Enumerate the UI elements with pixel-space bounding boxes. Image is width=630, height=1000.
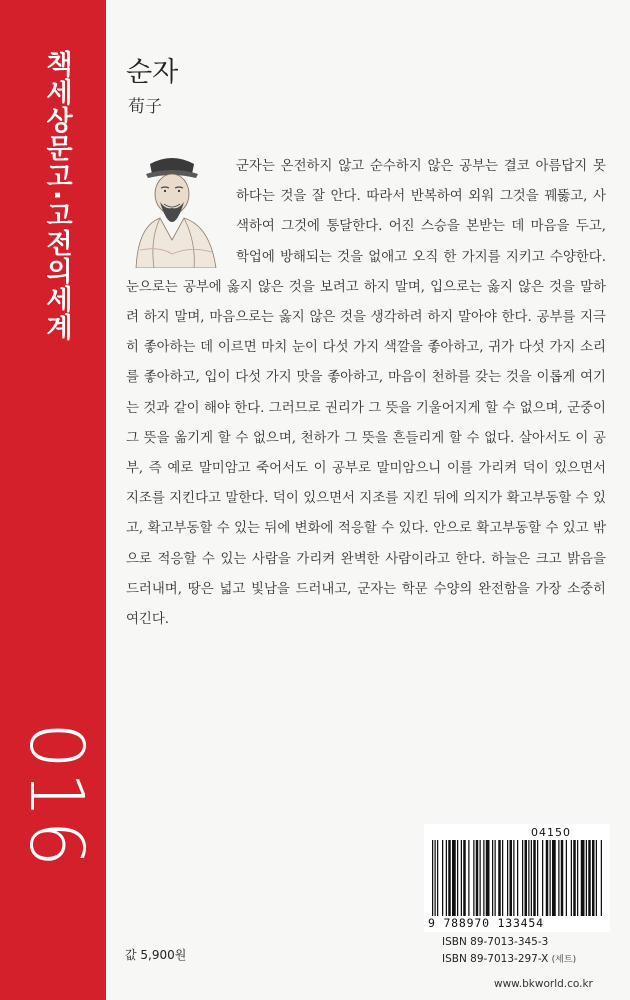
barcode-bar	[533, 840, 536, 916]
barcode-bar	[435, 840, 436, 916]
barcode-bar	[442, 840, 443, 916]
book-title-hanja: 荀子	[128, 97, 162, 117]
barcode-bar	[531, 840, 532, 916]
barcode-bar	[592, 840, 595, 916]
book-title: 순자	[126, 57, 179, 88]
barcode-bar	[522, 840, 523, 916]
isbn-line-1: ISBN 89-7013-345-3	[442, 936, 549, 948]
barcode-bar	[476, 840, 479, 916]
portrait-spacer	[126, 152, 236, 270]
barcode-bar	[448, 840, 451, 916]
barcode-bar	[558, 840, 559, 916]
barcode-bar	[596, 840, 597, 916]
barcode-bar	[517, 840, 518, 916]
barcode-bar	[483, 840, 484, 916]
barcode-digits: 9 788970 133454	[428, 916, 544, 930]
barcode-bar	[571, 840, 572, 916]
barcode-bar	[513, 840, 514, 916]
barcode-bar	[507, 840, 508, 916]
barcode-bar	[495, 840, 496, 916]
isbn-line-2	[442, 952, 576, 965]
barcode-bar	[457, 840, 458, 916]
isbn-set-label: (세트)	[551, 955, 577, 965]
barcode-bar	[566, 840, 567, 916]
series-title: 책세상문고·고전의세계	[41, 50, 72, 342]
barcode-bar	[461, 840, 462, 916]
barcode-bar	[486, 840, 490, 916]
barcode-bar	[452, 840, 456, 916]
barcode-bar	[546, 840, 549, 916]
publisher-website: www.bkworld.co.kr	[494, 978, 593, 990]
barcode-bar	[432, 840, 433, 916]
barcode-bar	[573, 840, 576, 916]
barcode-bar	[542, 840, 543, 916]
barcode-bar	[480, 840, 481, 916]
barcode-bar	[468, 840, 469, 916]
barcode-bar	[473, 840, 474, 916]
barcode-bar	[537, 840, 538, 916]
barcode-bar	[588, 840, 591, 916]
description-text: 군자는 온전하지 않고 순수하지 않은 공부는 결코 아름답지 못하다는 것을 잘 안다. 따라서 반복하여 외워 그것을 꿰뚫고, 사색하여 그것에 통달한다. 어진 스승을 본받는 데 마음을 두고, 학업에 방해되는 것을 없애고 오직 한 가지를 지키고 수양한다. 눈으로는 공부에 옳지 않은 것을 보려고 하지 말며, 입으로는 옳지 않은 것을 말하려 하지 말며, 마음으로는 옳지 않은 것을 생각하려 하지 말아야 한다. 공부를 지극히 좋아하는 데 이르면 마치 눈이 다섯 가지 색깔을 좋아하고, 귀가 다섯 가지 소리를 좋아하고, 입이 다섯 가지 맛을 좋아하고, 마음이 천하를 갖는 것을 이롭게 여기는 것과 같이 해야 한다. 그러므로 권리가 그 뜻을 기울어지게 할 수 없으며, 군중이 그 뜻을 옮기게 할 수 없으며, 천하가 그 뜻을 흔들리게 할 수 없다. 살아서도 이 공부, 즉 예로 말미암고 죽어서도 이 공부로 말미암으니 이를 가리켜 덕이 있으면서 지조를 지킨다고 말한다. 덕이 있으면서 지조를 지킨 뒤에 의지가 확고부동할 수 있고, 확고부동할 수 있는 뒤에 변화에 적응할 수 있다. 안으로 확고부동할 수 있고 밖으로 적응할 수 있는 사람을 가리켜 완벽한 사람이라고 한다. 하늘은 크고 밝음을 드러내며, 땅은 넓고 빛남을 드러내고, 군자는 학문 수양의 완전함을 가장 소중히 여긴다.	[126, 159, 606, 628]
barcode-bar	[502, 840, 503, 916]
barcode-bar	[525, 840, 528, 916]
barcode-bar	[577, 840, 578, 916]
barcode-bar	[528, 840, 529, 916]
barcode-addon-number: 04150	[531, 826, 571, 839]
barcode-bar	[581, 840, 585, 916]
barcode-bar	[492, 840, 493, 916]
barcode-bar	[437, 840, 438, 916]
barcode-bar	[510, 840, 513, 916]
barcode-bar	[561, 840, 564, 916]
barcode-bar	[550, 840, 551, 916]
isbn-line-2-number: ISBN 89-7013-297-X	[442, 953, 549, 965]
barcode-bar	[601, 840, 602, 916]
barcode-bar	[498, 840, 501, 916]
series-number: 016	[13, 722, 99, 870]
barcode-bar	[552, 840, 556, 916]
price-label: 값 5,900원	[125, 948, 187, 962]
barcode-bar	[446, 840, 447, 916]
description-paragraph	[126, 152, 606, 635]
barcode-bar	[463, 840, 466, 916]
barcode-icon	[430, 840, 606, 916]
barcode-bar	[586, 840, 587, 916]
